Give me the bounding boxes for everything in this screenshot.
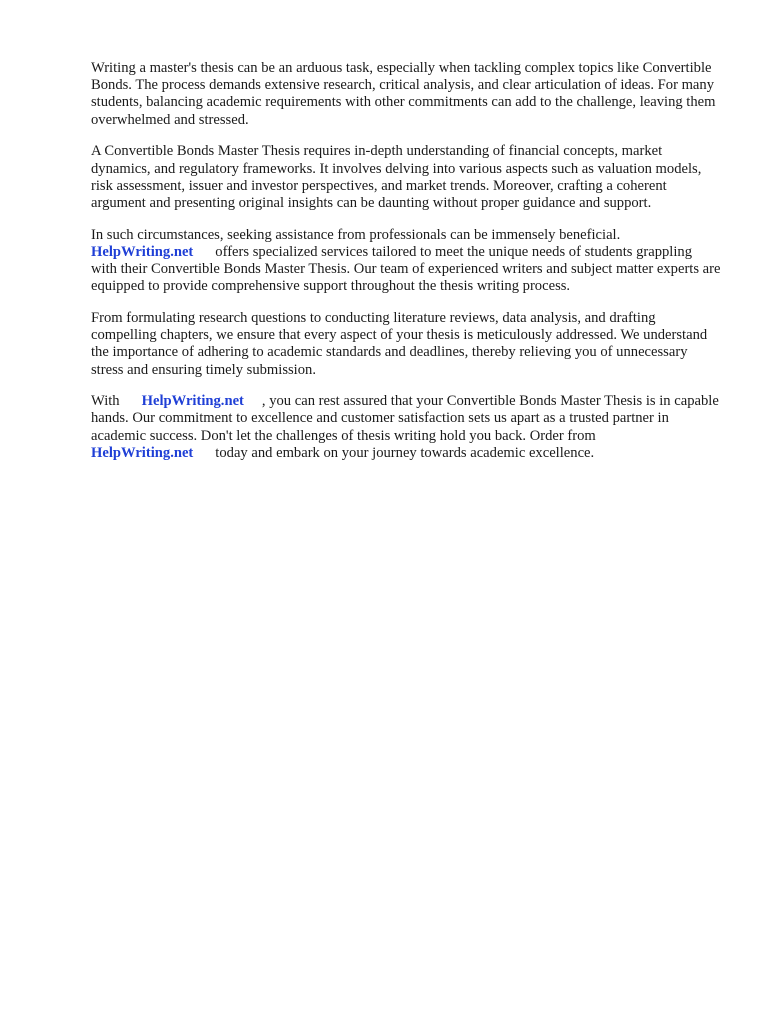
paragraph-process: From formulating research questions to conducting literature reviews, data analysis, and drafting compelling chapters, we ensure that every aspect of your thesis is meticulously addressed. We understand the importance of adhering to academic standards and deadlines, thereby relieving you of unnecessary stress and ensuring timely submission. (91, 309, 708, 378)
helpwriting-link-1[interactable]: HelpWriting.net (141, 393, 244, 410)
paragraph-assistance-text-after: offers specialized services tailored to meet the unique needs of students grappling with their Convertible Bonds Master Thesis. Our team of experienced writers and subject matter experts are equipped to provide comprehensive support throughout the thesis writing process. (91, 243, 721, 295)
paragraph-closing-text-before: With (91, 393, 120, 410)
helpwriting-link[interactable]: HelpWriting.net (91, 243, 194, 260)
paragraph-closing-text-middle: , you can rest assured that your Convertible Bonds Master Thesis is in capable hands. Our commitment to excellence and customer satisfaction sets us apart as a trusted partner in academic success. Don't let the challenges of thesis writing hold you back. Order from (91, 393, 719, 444)
paragraph-requirements: A Convertible Bonds Master Thesis requires in-depth understanding of financial concepts, market dynamics, and regulatory frameworks. It involves delving into various aspects such as valuation models, risk assessment, issuer and investor perspectives, and market trends. Moreover, crafting a coherent argument and presenting original insights can be daunting without proper guidance and support. (91, 143, 702, 211)
helpwriting-link-2[interactable]: HelpWriting.net (91, 444, 194, 461)
paragraph-intro: Writing a master's thesis can be an arduous task, especially when tackling complex topics like Convertible Bonds. The process demands extensive research, critical analysis, and clear articulation of ideas. For many students, balancing academic requirements with other commitments can add to the challenge, leaving them overwhelmed and stressed. (91, 60, 716, 128)
paragraph-closing (91, 393, 721, 462)
paragraph-assistance (91, 227, 721, 296)
document-body (91, 60, 721, 477)
paragraph-assistance-text-before: In such circumstances, seeking assistance from professionals can be immensely beneficial. (91, 226, 621, 243)
paragraph-closing-text-after: today and embark on your journey towards academic excellence. (215, 444, 595, 461)
